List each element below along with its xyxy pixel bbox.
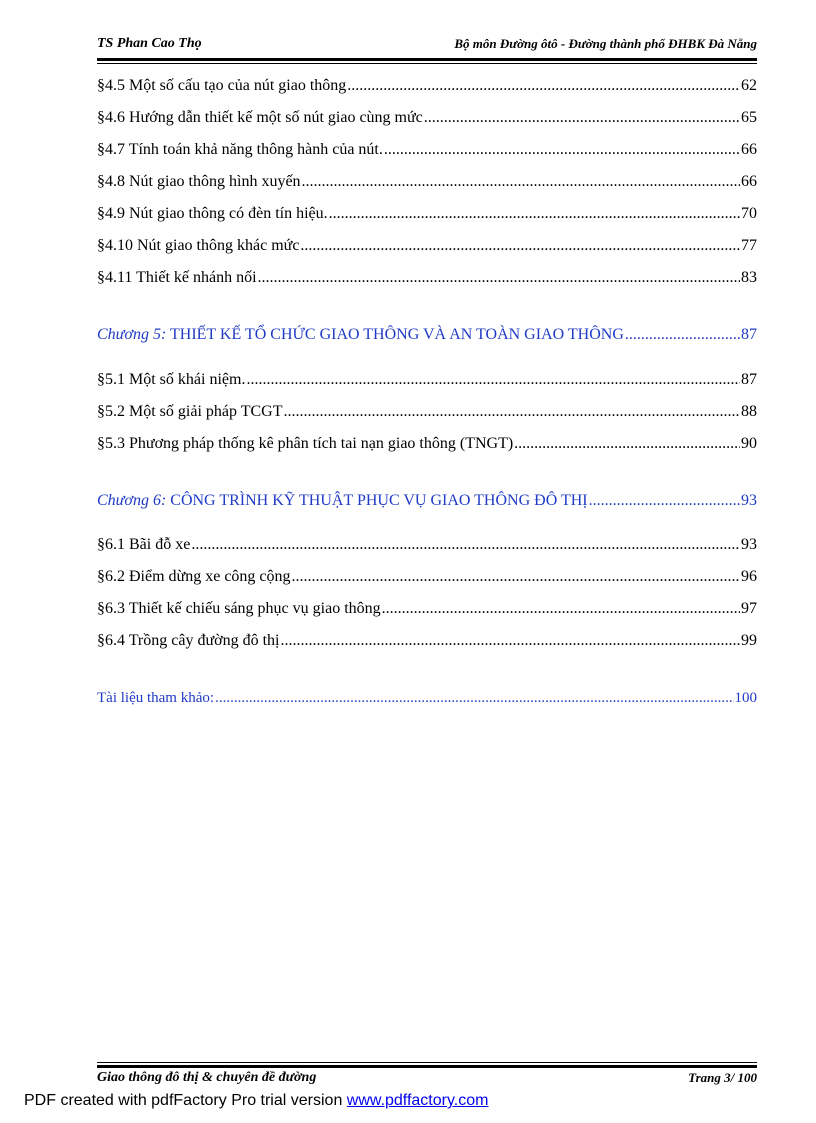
toc-leader xyxy=(329,204,740,224)
toc-entry-label: Tài liệu tham khảo: xyxy=(97,690,215,706)
toc-entry[interactable] xyxy=(97,366,757,390)
page-footer xyxy=(97,1070,757,1090)
toc-leader xyxy=(382,599,740,619)
toc-entry-label: §4.8 Nút giao thông hình xuyến xyxy=(97,173,301,190)
toc-entry-page: 90 xyxy=(741,435,757,452)
toc-entry[interactable] xyxy=(97,200,757,224)
toc-entry-page: 87 xyxy=(741,371,757,388)
toc-leader xyxy=(514,434,740,454)
toc-leader xyxy=(302,172,740,192)
toc-entry[interactable] xyxy=(97,563,757,587)
toc-entry-label: §5.3 Phương pháp thống kê phân tích tai nạn giao thông (TNGT) xyxy=(97,435,514,452)
chapter-title: CÔNG TRÌNH KỸ THUẬT PHỤC VỤ GIAO THÔNG ĐÔ THỊ xyxy=(170,492,588,509)
toc-leader xyxy=(283,402,740,422)
toc-entry-page: 93 xyxy=(741,492,757,509)
toc-entry-page: 93 xyxy=(741,536,757,553)
toc-entry-page: 100 xyxy=(734,690,757,706)
toc-entry-label: §5.2 Một số giải pháp TCGT xyxy=(97,403,283,420)
header-rule xyxy=(97,58,757,61)
toc-entry[interactable] xyxy=(97,264,757,288)
toc-leader xyxy=(292,567,740,587)
toc-entry-page: 97 xyxy=(741,600,757,617)
footer-rule-thin xyxy=(97,1062,757,1063)
toc-leader xyxy=(246,370,740,390)
toc-entry-page: 62 xyxy=(741,77,757,94)
toc-entry-page: 65 xyxy=(741,109,757,126)
toc-entry-label: §5.1 Một số khái niệm. xyxy=(97,371,246,388)
toc-entry-page: 83 xyxy=(741,269,757,286)
header-department: Bộ môn Đường ôtô - Đường thành phố ĐHBK Đà Nẵng xyxy=(454,36,757,51)
toc-entry-label: §6.4 Trồng cây đường đô thị xyxy=(97,632,280,649)
toc-entry-page: 66 xyxy=(741,141,757,158)
toc-leader xyxy=(258,268,740,288)
toc-entry-label: §4.11 Thiết kế nhánh nối xyxy=(97,269,257,286)
watermark-link[interactable]: www.pdffactory.com xyxy=(346,1092,489,1109)
toc-leader xyxy=(384,140,740,160)
toc-entry-label: §4.5 Một số cấu tạo của nút giao thông xyxy=(97,77,347,94)
toc-entry-page: 88 xyxy=(741,403,757,420)
toc-entry-label: §6.1 Bãi đỗ xe xyxy=(97,536,191,553)
toc-entry-page: 70 xyxy=(741,205,757,222)
toc-leader xyxy=(215,688,733,708)
toc-entry[interactable] xyxy=(97,430,757,454)
toc-entry-page: 77 xyxy=(741,237,757,254)
toc-entry[interactable] xyxy=(97,104,757,128)
toc-leader xyxy=(300,236,740,256)
toc-entry-label: §4.6 Hướng dẫn thiết kế một số nút giao cùng mức xyxy=(97,109,423,126)
toc-entry-label: §6.3 Thiết kế chiếu sáng phục vụ giao thông xyxy=(97,600,381,617)
toc-entry[interactable] xyxy=(97,595,757,619)
page-header xyxy=(97,36,757,58)
chapter-prefix: Chương 5: xyxy=(97,326,167,343)
toc-entry[interactable] xyxy=(97,627,757,651)
toc-chapter-6[interactable] xyxy=(97,487,757,511)
chapter-prefix: Chương 6: xyxy=(97,492,167,509)
toc-entry-page: 96 xyxy=(741,568,757,585)
toc-entry-page: 66 xyxy=(741,173,757,190)
toc-entry-label: §4.9 Nút giao thông có đèn tín hiệu. xyxy=(97,205,328,222)
toc-entry[interactable] xyxy=(97,531,757,555)
toc-entry[interactable] xyxy=(97,168,757,192)
toc-leader xyxy=(280,631,740,651)
pdf-watermark xyxy=(24,1092,488,1110)
toc-chapter-5[interactable] xyxy=(97,321,757,345)
watermark-text: PDF created with pdfFactory Pro trial version xyxy=(24,1092,347,1109)
page-number: Trang 3/ 100 xyxy=(688,1070,757,1085)
toc-references[interactable] xyxy=(97,684,757,708)
toc-leader xyxy=(347,76,740,96)
chapter-title: THIẾT KẾ TỔ CHỨC GIAO THÔNG VÀ AN TOÀN GIAO THÔNG xyxy=(169,326,624,343)
toc-entry-page: 87 xyxy=(741,326,757,343)
toc-entry[interactable] xyxy=(97,136,757,160)
header-author: TS Phan Cao Thọ xyxy=(97,36,202,51)
toc-entry-page: 99 xyxy=(741,632,757,649)
toc-entry-label: §4.10 Nút giao thông khác mức xyxy=(97,237,300,254)
toc-entry[interactable] xyxy=(97,232,757,256)
footer-title: Giao thông đô thị & chuyên đề đường xyxy=(97,1070,317,1085)
toc-entry-label: §4.7 Tính toán khả năng thông hành của nút. xyxy=(97,141,383,158)
toc-entry[interactable] xyxy=(97,398,757,422)
toc-leader xyxy=(625,325,740,345)
toc-entry[interactable] xyxy=(97,72,757,96)
header-rule-thin xyxy=(97,63,757,64)
toc-leader xyxy=(191,535,740,555)
footer-rule xyxy=(97,1065,757,1068)
toc-entry-label: §6.2 Điểm dừng xe công cộng xyxy=(97,568,291,585)
toc-leader xyxy=(589,491,740,511)
toc-leader xyxy=(424,108,740,128)
